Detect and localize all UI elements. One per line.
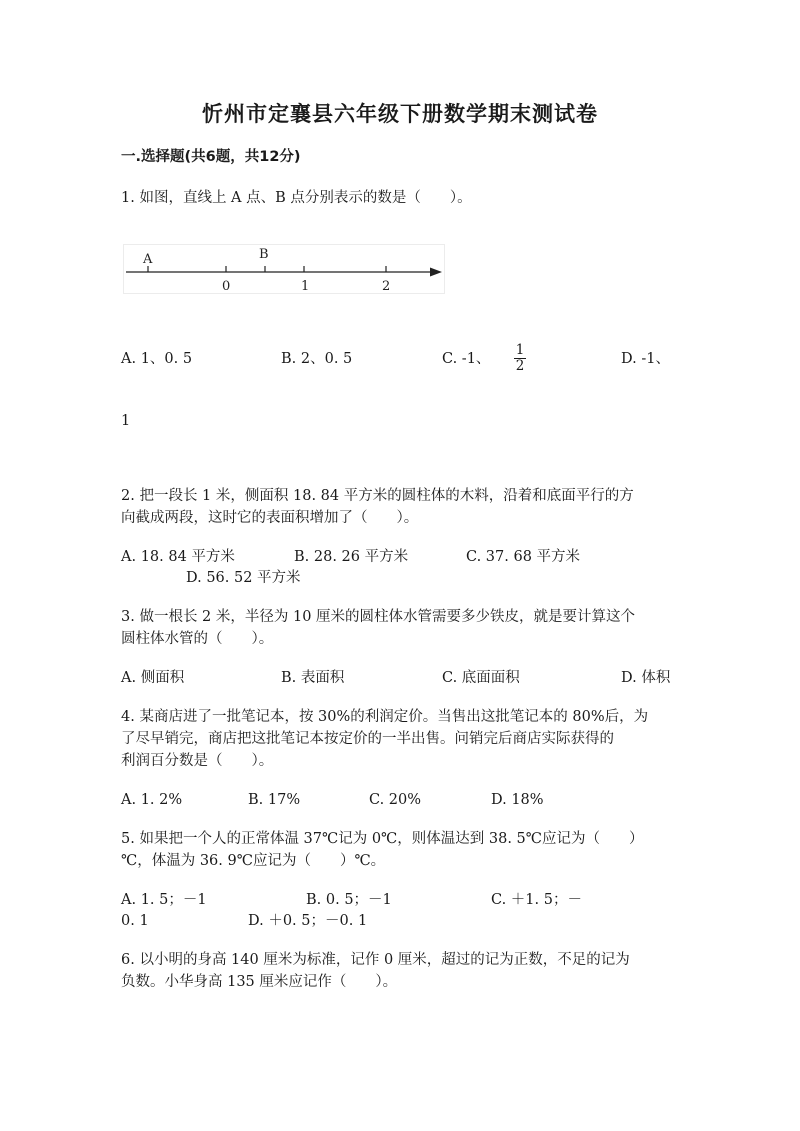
q1-option-d: D. -1、 xyxy=(621,351,670,367)
q1-option-c: C. -1、 xyxy=(442,351,491,367)
question-3-line-1: 3. 做一根长 2 米，半径为 10 厘米的圆柱体水管需要多少铁皮，就是要计算这个 xyxy=(121,609,636,625)
question-2-line-2: 向截成两段，这时它的表面积增加了（ ）。 xyxy=(121,510,419,526)
number-line xyxy=(124,245,444,293)
number-line-figure xyxy=(123,244,445,294)
section-heading: 一.选择题(共6题，共12分) xyxy=(121,149,301,165)
question-6-line-2: 负数。小华身高 135 厘米应记作（ ）。 xyxy=(121,974,398,990)
q1-option-c-fraction xyxy=(512,343,528,374)
number-line-arrow-icon xyxy=(430,268,442,277)
q1-option-b: B. 2、0. 5 xyxy=(281,351,353,367)
tick-label-2: 2 xyxy=(382,279,391,293)
question-6-line-1: 6. 以小明的身高 140 厘米为标准，记作 0 厘米，超过的记为正数，不足的记为 xyxy=(121,952,630,968)
question-4-line-2: 了尽早销完，商店把这批笔记本按定价的一半出售。问销完后商店实际获得的 xyxy=(121,731,614,747)
q3-option-a: A. 侧面积 xyxy=(121,670,185,686)
q2-option-b: B. 28. 26 平方米 xyxy=(294,549,409,565)
question-2-line-1: 2. 把一段长 1 米，侧面积 18. 84 平方米的圆柱体的木料，沿着和底面平行的方 xyxy=(121,488,634,504)
q4-option-b: B. 17% xyxy=(248,792,301,808)
q1-option-d-continued: 1 xyxy=(121,413,131,429)
question-5-line-1: 5. 如果把一个人的正常体温 37℃记为 0℃，则体温达到 38. 5℃应记为（ ） xyxy=(121,831,644,847)
q2-option-a: A. 18. 84 平方米 xyxy=(121,549,235,565)
question-5-line-2: ℃，体温为 36. 9℃应记为（ ）℃。 xyxy=(121,853,386,869)
label-a: A xyxy=(143,252,153,267)
q4-option-d: D. 18% xyxy=(491,792,544,808)
q5-option-b: B. 0. 5；－1 xyxy=(306,892,392,908)
tick-label-0: 0 xyxy=(222,279,231,293)
q5-option-c-continued: 0. 1 xyxy=(121,913,149,929)
q3-option-c: C. 底面面积 xyxy=(442,670,520,686)
fraction-denominator: 2 xyxy=(515,358,525,374)
q2-option-d: D. 56. 52 平方米 xyxy=(186,570,301,586)
q4-option-a: A. 1. 2% xyxy=(121,792,183,808)
q5-option-a: A. 1. 5；－1 xyxy=(121,892,207,908)
tick-label-1: 1 xyxy=(301,279,310,293)
question-1-text: 1. 如图，直线上 A 点、B 点分别表示的数是（ ）。 xyxy=(121,190,472,206)
q4-option-c: C. 20% xyxy=(369,792,422,808)
label-b: B xyxy=(259,247,269,262)
fraction-numerator: 1 xyxy=(515,342,525,358)
q2-option-c: C. 37. 68 平方米 xyxy=(466,549,581,565)
q3-option-d: D. 体积 xyxy=(621,670,671,686)
page-title: 忻州市定襄县六年级下册数学期末测试卷 xyxy=(202,102,598,126)
question-3-line-2: 圆柱体水管的（ ）。 xyxy=(121,631,274,647)
question-4-line-3: 利润百分数是（ ）。 xyxy=(121,753,274,769)
q5-option-c: C. ＋1. 5；－ xyxy=(491,892,582,908)
q5-option-d: D. ＋0. 5；－0. 1 xyxy=(248,913,368,929)
question-4-line-1: 4. 某商店进了一批笔记本，按 30%的利润定价。当售出这批笔记本的 80%后，为 xyxy=(121,709,649,725)
q1-option-a: A. 1、0. 5 xyxy=(121,351,193,367)
q3-option-b: B. 表面积 xyxy=(281,670,345,686)
